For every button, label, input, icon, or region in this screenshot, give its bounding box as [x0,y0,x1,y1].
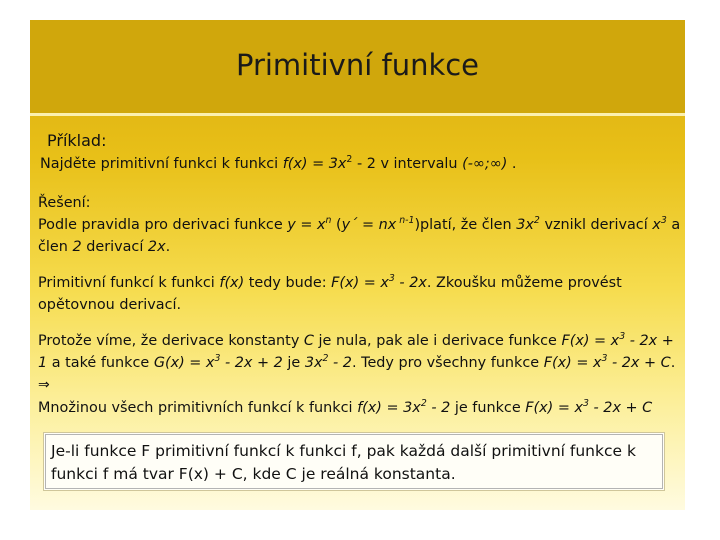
primitive-text-3: . Zkoušku můžeme provést [426,275,622,291]
set-text: Množinou všech primitivních funkcí k funkci [38,400,358,416]
task-interval: (-∞;∞) [462,156,508,172]
rule-line2-num: 2 [72,239,82,255]
constant-deriv-rest: - 2 [328,355,352,371]
task-exponent: 2 [346,154,353,166]
rule-line-2 [38,236,170,258]
primitive-text: Primitivní funkcí k funkci [38,275,220,291]
slide-title: Primitivní funkce [235,48,480,82]
constant-line-2 [38,352,675,374]
set-fx-exp: 2 [420,398,427,410]
rule-text-2: )platí, že člen [414,217,517,233]
constant-one: 1 [38,355,48,371]
rule-line2-end: . [165,239,171,255]
primitive-Fx: F(x) = x [331,275,389,291]
rule-line2-text: člen [38,239,73,255]
rule-term-1-exp: 2 [533,215,540,227]
constant-text: Protože víme, že derivace konstanty [38,333,304,349]
constant-deriv: 3x [304,355,323,371]
primitive-fx: f(x) [219,275,245,291]
theorem-line-1: Je-li funkce F primitivní funkcí k funkci f, pak každá další primitivní funkce k [51,442,636,460]
rule-text: Podle pravidla pro derivaci funkce [38,217,288,233]
constant-F2: F(x) = x [543,355,602,371]
constant-F1-rest: - 2x + [625,333,674,349]
constant-deriv-exp: 2 [322,353,329,365]
set-fx: f(x) = 3x [357,400,421,416]
rule-term-2-exp: 3 [660,215,667,227]
constant-text-3: a také funkce [47,355,154,371]
constant-G-rest: - 2x + 2 [220,355,283,371]
rule-function: y = x [287,217,326,233]
rule-line-1 [38,214,680,236]
constant-F2-exp: 3 [601,353,608,365]
example-label: Příklad: [47,131,107,150]
theorem-box [43,432,665,491]
constant-G: G(x) = x [153,355,215,371]
solution-label: Řešení: [38,195,91,211]
set-line [38,397,652,419]
primitive-text-2: tedy bude: [244,275,332,291]
constant-text-5: . Tedy pro všechny funkce [351,355,544,371]
task-function: f(x) = 3x [282,156,347,172]
task-text-2: - 2 v intervalu [352,156,463,172]
rule-term-2: x [652,217,661,233]
constant-F2-rest: - 2x + C [607,355,671,371]
primitive-line-1 [38,272,622,294]
primitive-rest: - 2x [394,275,427,291]
rule-line2-text-2: derivací [81,239,148,255]
constant-text-4: je [282,355,305,371]
rule-exponent-n: n [325,215,332,227]
set-fx-rest: - 2 [426,400,451,416]
rule-text-3: vznikl derivací [539,217,653,233]
rule-text-4: a [666,217,681,233]
rule-line2-term: 2x [147,239,166,255]
theorem-frame [45,434,663,489]
rule-derivative: y´ = nx [341,217,397,233]
task-text: Najděte primitivní funkci k funkci [40,156,283,172]
set-Fx: F(x) = x [525,400,583,416]
implies-arrow-icon: ⇒ [38,377,50,393]
constant-F1: F(x) = x [561,333,620,349]
task-statement [40,153,517,175]
rule-term-1: 3x [516,217,534,233]
constant-text-2: je nula, pak ale i derivace funkce [313,333,562,349]
rule-paren: ( [331,217,342,233]
constant-F1-exp: 3 [619,331,626,343]
constant-C: C [303,333,314,349]
primitive-exp: 3 [388,273,395,285]
theorem-line-2: funkci f má tvar F(x) + C, kde C je reálná konstanta. [51,465,456,483]
task-text-3: . [507,156,517,172]
constant-end: . [670,355,676,371]
primitive-line-2: opětovnou derivací. [38,297,182,313]
rule-exponent-n1: n-1 [396,215,415,227]
set-Fx-rest: - 2x + C [588,400,653,416]
set-Fx-exp: 3 [583,398,589,410]
constant-line-1 [38,330,674,352]
constant-G-exp: 3 [214,353,221,365]
set-text-2: je funkce [450,400,526,416]
